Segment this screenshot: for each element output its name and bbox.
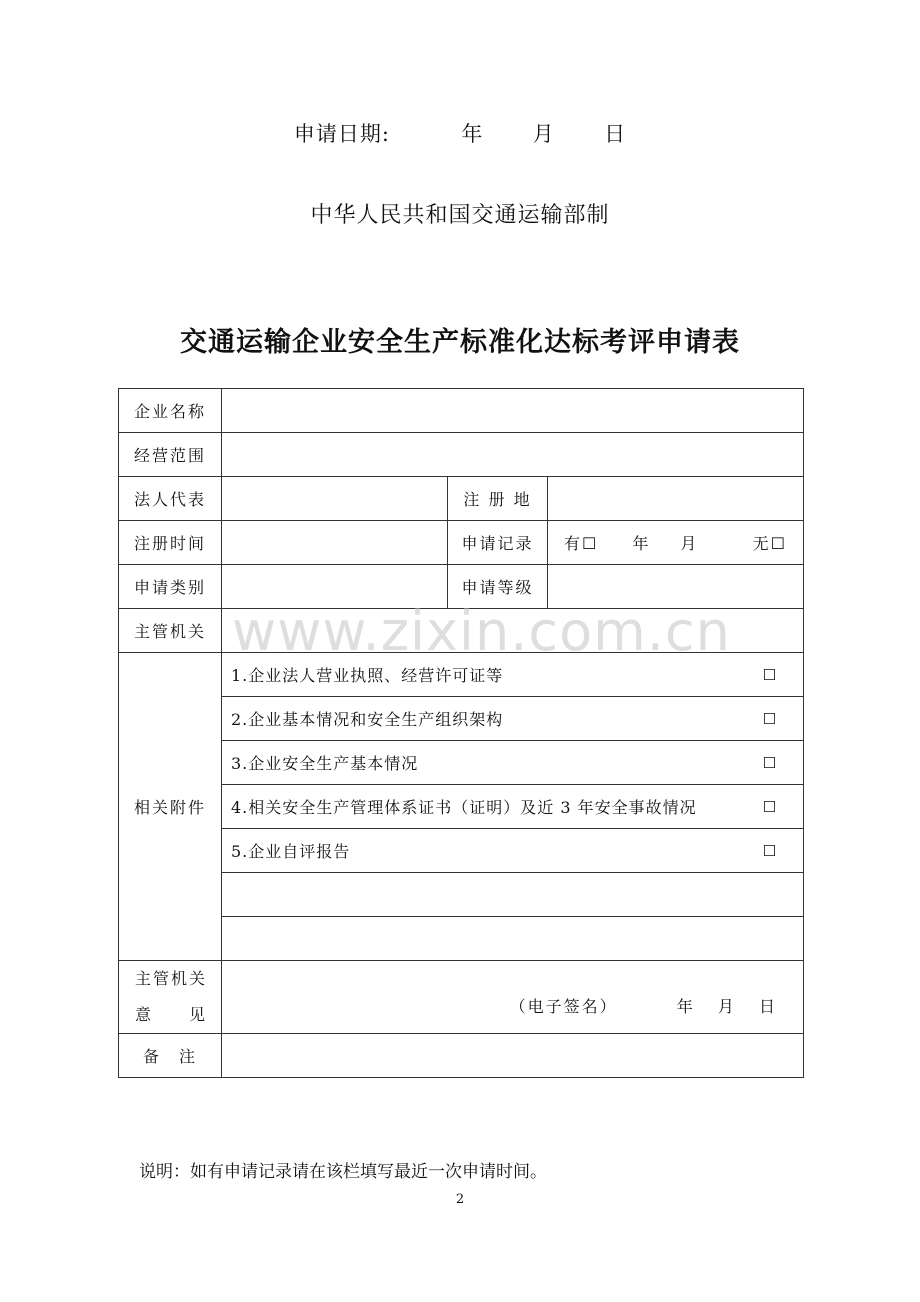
row-business-scope [119,433,804,477]
form-title: 交通运输企业安全生产标准化达标考评申请表 [180,327,740,358]
row-company-name [119,389,804,433]
row-attachment-5 [119,829,804,873]
record-none-checkbox[interactable]: 无☐ [752,534,788,553]
signature-month: 月 [717,997,736,1016]
watermark: www.zixin.com.cn [232,600,731,663]
date-month: 月 [532,122,555,146]
authority-field[interactable] [222,609,804,653]
authority-label: 主管机关 [119,609,222,653]
row-attachment-3 [119,741,804,785]
attachment-item [222,741,804,785]
attachment-checkbox[interactable]: ☐ [762,665,778,684]
attachment-text: 2.企业基本情况和安全生产组织架构 [231,710,504,729]
page-number: 2 [455,1192,465,1207]
record-month: 月 [680,534,699,553]
company-name-label: 企业名称 [119,389,222,433]
attachment-item [222,697,804,741]
row-attachment-1 [119,653,804,697]
reg-time-label: 注册时间 [119,521,222,565]
reg-place-label: 注 册 地 [448,477,548,521]
signature-day: 日 [759,997,778,1016]
attachment-blank-field[interactable] [222,873,804,917]
attachment-text: 1.企业法人营业执照、经营许可证等 [231,666,504,685]
app-level-label: 申请等级 [448,565,548,609]
signature-label: （电子签名） [509,997,618,1016]
opinion-field[interactable] [222,961,804,1034]
row-opinion [119,961,804,1034]
attachment-checkbox[interactable]: ☐ [762,841,778,860]
date-day: 日 [604,122,627,146]
attachments-label: 相关附件 [119,653,222,961]
attachment-item [222,653,804,697]
row-remarks [119,1034,804,1078]
attachment-text: 4.相关安全生产管理体系证书（证明）及近 3 年安全事故情况 [231,798,697,817]
remarks-field[interactable] [222,1034,804,1078]
attachment-blank-field[interactable] [222,917,804,961]
application-date-line [0,118,920,148]
app-level-field[interactable] [548,565,804,609]
opinion-label-line-2: 意 见 [135,1005,208,1024]
legal-rep-label: 法人代表 [119,477,222,521]
app-category-field[interactable] [222,565,448,609]
legal-rep-field[interactable] [222,477,448,521]
attachment-text: 5.企业自评报告 [231,842,351,861]
ministry-line: 中华人民共和国交通运输部制 [310,203,610,228]
opinion-label [119,961,222,1034]
row-reg-time [119,521,804,565]
row-legal-rep [119,477,804,521]
reg-time-field[interactable] [222,521,448,565]
row-attachment-blank-1 [119,873,804,917]
application-form-table [118,388,804,1078]
attachment-checkbox[interactable]: ☐ [762,797,778,816]
company-name-field[interactable] [222,389,804,433]
business-scope-field[interactable] [222,433,804,477]
note-text: 说明：如有申请记录请在该栏填写最近一次申请时间。 [139,1162,547,1182]
attachment-checkbox[interactable]: ☐ [762,753,778,772]
app-record-label: 申请记录 [448,521,548,565]
attachment-item [222,785,804,829]
remarks-label: 备 注 [119,1034,222,1078]
attachment-text: 3.企业安全生产基本情况 [231,754,419,773]
reg-place-field[interactable] [548,477,804,521]
row-app-category [119,565,804,609]
attachment-item [222,829,804,873]
signature-year: 年 [676,997,695,1016]
row-authority [119,609,804,653]
business-scope-label: 经营范围 [119,433,222,477]
row-attachment-2 [119,697,804,741]
record-year: 年 [632,534,651,553]
date-year: 年 [461,122,484,146]
date-label: 申请日期: [293,122,390,146]
row-attachment-4 [119,785,804,829]
row-attachment-blank-2 [119,917,804,961]
opinion-label-line-1: 主管机关 [135,969,208,988]
app-category-label: 申请类别 [119,565,222,609]
attachment-checkbox[interactable]: ☐ [762,709,778,728]
record-has-checkbox[interactable]: 有☐ [564,534,599,553]
app-record-field[interactable] [548,521,804,565]
signature-line [494,994,777,1017]
